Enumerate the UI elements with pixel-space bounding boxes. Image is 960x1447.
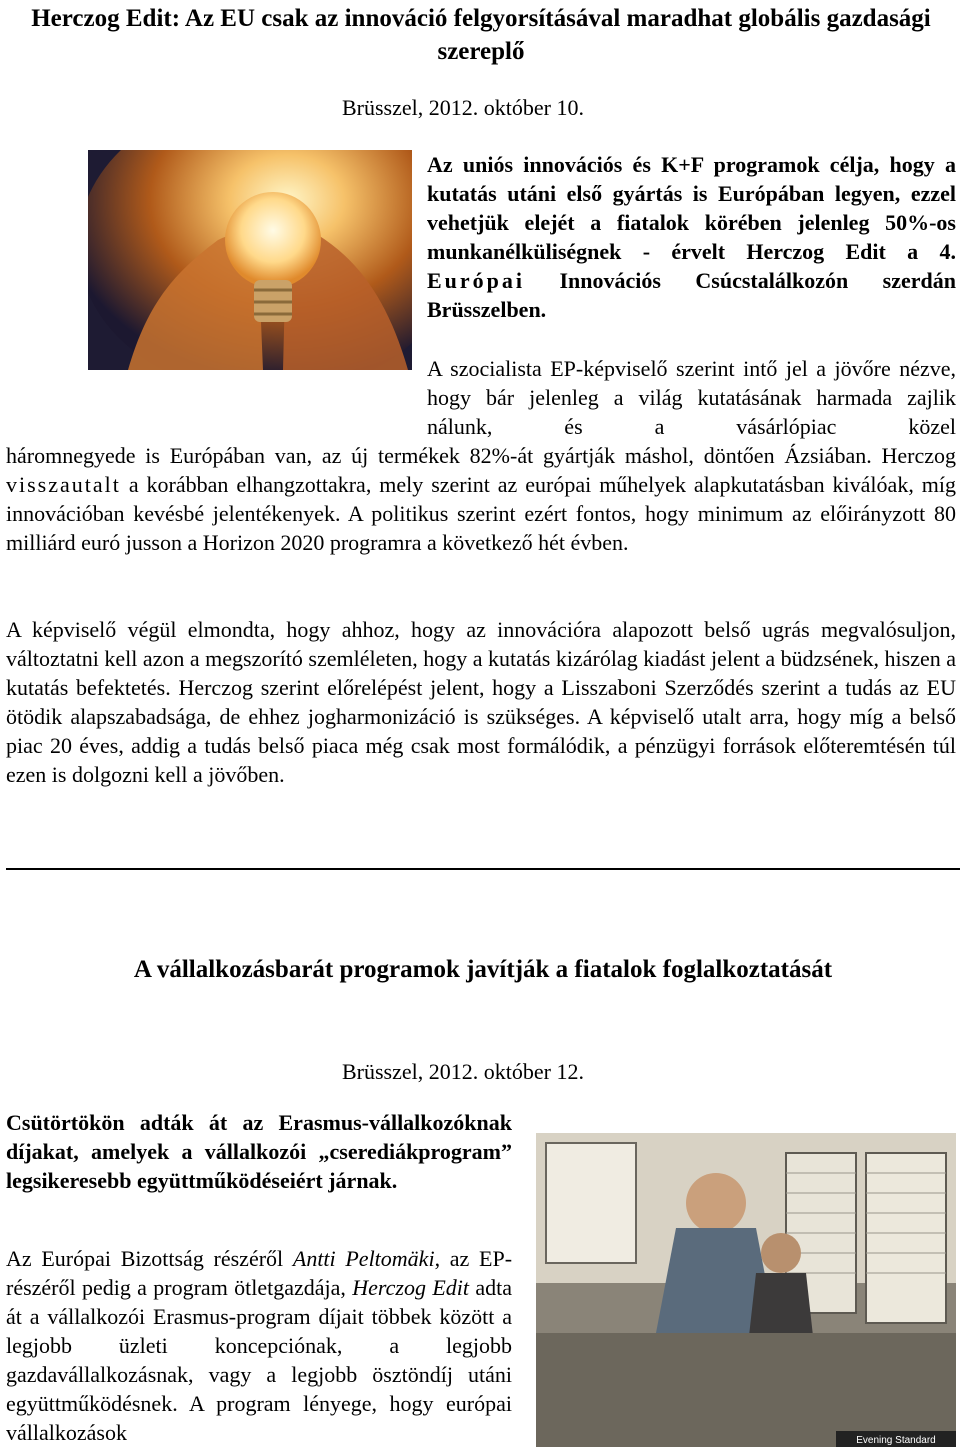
lightbulb-hands-image (88, 150, 412, 370)
section-divider (6, 868, 960, 870)
article1-headline: Herczog Edit: Az EU csak az innováció felgyorsításával maradhat globális gazdasági szereplő (31, 5, 931, 65)
para1-text-b: a korábban elhangzottakra, mely szerint az európai műhelyek alapkutatásban kiválóak, míg innovációban kevésbé jelentékenyek. A politikus szerint ezért fontos, hogy minimum az előirányzott 80 milliárd euró jusson a Horizon 2020 programra a következő hét évben. (6, 472, 956, 555)
body2-name-herczog: Herczog Edit (352, 1275, 469, 1300)
photo-credit: Evening Standard (856, 1435, 936, 1446)
body2-text-b: , az EP-részéről pedig a program ötletgazdája, (6, 1246, 513, 1300)
lead-text-b: Innovációs Csúcstalálkozón szerdán Brüsszelben. (427, 268, 956, 322)
para1-text-spaced: visszautalt (6, 472, 121, 497)
article1-para2: A képviselő végül elmondta, hogy ahhoz, hogy az innovációra alapozott belső ugrás megvalósuljon, változtatni kell azon a megszorító szemléleten, hogy a kutatás kizárólag kiadást jelent a büdzsének, hiszen a kutatás befektetés. Herczog szerint előrelépést jelent, hogy a Lisszaboni Szerződés szerint a tudás az EU ötödik alapszabadsága, de ehhez jogharmonizáció is szükséges. A képviselő utalt arra, hogy míg a belső piac 20 éves, addig a tudás belső piaca még csak most formálódik, a pénzügyi források előteremtésén túl ezen is dolgozni kell a jövőben. (6, 617, 956, 787)
article1-para1-narrow: A szocialista EP-képviselő szerint intő jel a jövőre nézve, hogy bár jelenleg a világ kutatásának harmada zajlik nálunk, és a vásárlópiac közel (427, 356, 956, 439)
lead-text-a: Az uniós innovációs és K+F programok célja, hogy a kutatás utáni első gyártás is Európában legyen, ezzel vehetjük elejét a fiatalok körében jelenleg 50%-os munkanélküliségnek - érvelt Herczog Edit a 4. (427, 152, 956, 264)
document-page (6, 0, 956, 1446)
body2-name-peltomaki: Antti Peltomäki (292, 1246, 435, 1271)
para1-text-a: háromnegyede is Európában van, az új termékek 82%-át gyártják máshol, döntően Ázsiában. Herczog (6, 443, 956, 468)
lead-text-spaced: Európai (427, 268, 526, 293)
article2-lead: Csütörtökön adták át az Erasmus-vállalkozóknak díjakat, amelyek a vállalkozói „cserediákprogram” legsikeresebb együttműködéseiért járnak. (6, 1110, 512, 1193)
article2-body (6, 1244, 512, 1447)
article2-dateline: Brüsszel, 2012. október 12. (342, 1059, 584, 1084)
body2-text-c: adta át a vállalkozói Erasmus-program díjait többek között a legjobb üzleti koncepciónak, a legjobb gazdavállalkozásnak, vagy a legjobb ösztöndíj utáni együttműködésnek. A program lényege, hogy európai vállalkozások (6, 1275, 512, 1445)
article1-lead (427, 150, 956, 324)
erasmus-photo-image (536, 1133, 956, 1447)
body2-text-a: Az Európai Bizottság részéről (6, 1246, 293, 1271)
article1-para1-wide (6, 441, 956, 557)
article2-headline: A vállalkozásbarát programok javítják a fiatalok foglalkoztatását (133, 956, 833, 983)
article1-dateline: Brüsszel, 2012. október 10. (342, 95, 584, 120)
